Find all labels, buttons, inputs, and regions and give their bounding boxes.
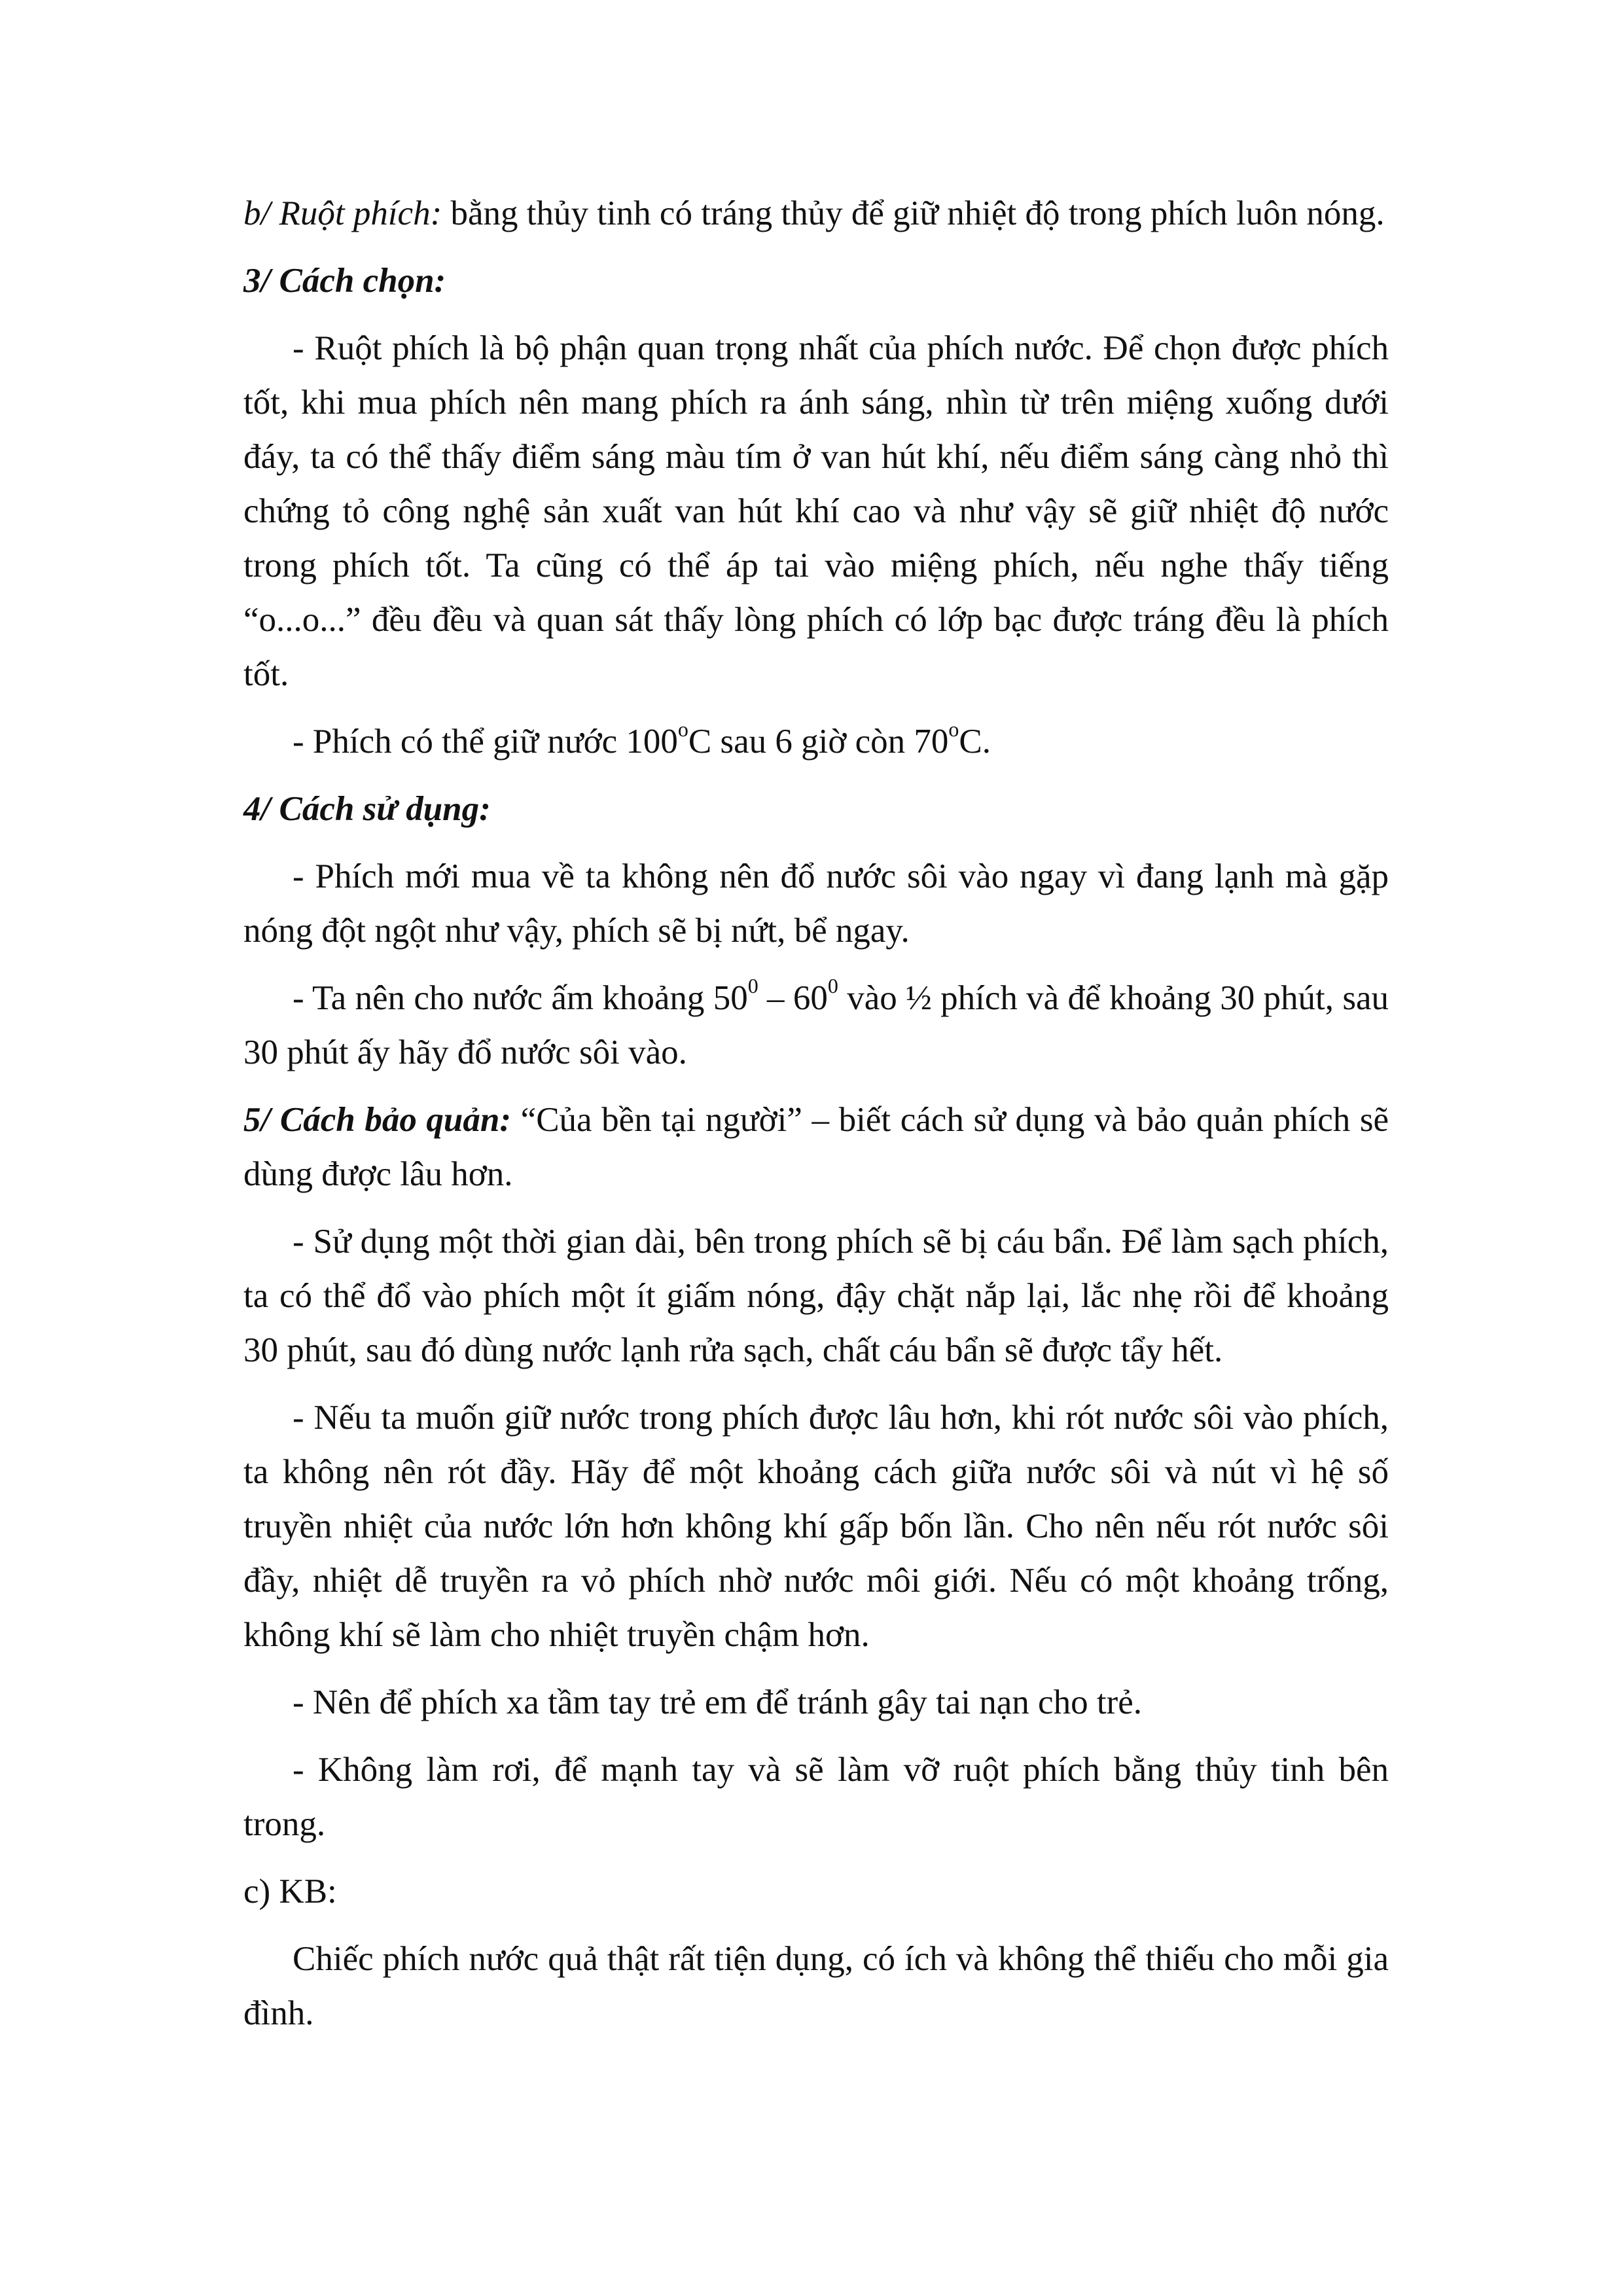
- section-heading-cach-bao-quan: 5/ Cách bảo quản:: [243, 1101, 512, 1139]
- section-heading-ket-bai: c) KB:: [243, 1873, 337, 1910]
- text-segment: – 60: [758, 979, 828, 1017]
- paragraph-bao-quan-4: - Không làm rơi, để mạnh tay và sẽ làm vỡ ruột phích bằng thủy tinh bên trong.: [243, 1751, 1389, 1843]
- paragraph-ruot-phich: [243, 187, 1389, 241]
- text-segment: vào ½ phích và để khoảng 30 phút, sau 30 phút ấy hãy đổ nước sôi vào.: [243, 979, 1389, 1071]
- paragraph-bao-quan-1: - Sử dụng một thời gian dài, bên trong phích sẽ bị cáu bẩn. Để làm sạch phích, ta có thể đổ vào phích một ít giấm nóng, đậy chặt nắp lại, lắc nhẹ rồi để khoảng 30 phút, sau đó dùng nước lạnh rửa sạch, chất cáu bẩn sẽ được tẩy hết.: [243, 1223, 1389, 1369]
- degree-superscript: o: [948, 717, 959, 742]
- paragraph-cach-su-dung-2: [243, 971, 1389, 1080]
- paragraph-text: bằng thủy tinh có tráng thủy để giữ nhiệt độ trong phích luôn nóng.: [442, 194, 1385, 232]
- text-segment: C.: [959, 723, 991, 761]
- text-segment: - Phích có thể giữ nước 100: [293, 723, 678, 761]
- text-segment: - Ta nên cho nước ấm khoảng 50: [293, 979, 748, 1017]
- paragraph-cach-chon-2: [243, 715, 1389, 769]
- paragraph-cach-bao-quan: [243, 1093, 1389, 1202]
- paragraph-text: “Của bền tại người” – biết cách sử dụng và bảo quản phích sẽ dùng được lâu hơn.: [243, 1101, 1389, 1193]
- degree-superscript: 0: [747, 974, 758, 998]
- paragraph-ket-bai: Chiếc phích nước quả thật rất tiện dụng, có ích và không thể thiếu cho mỗi gia đình.: [243, 1940, 1389, 2032]
- section-heading-cach-chon: 3/ Cách chọn:: [243, 262, 446, 300]
- paragraph-bao-quan-2: - Nếu ta muốn giữ nước trong phích được lâu hơn, khi rót nước sôi vào phích, ta không nên rót đầy. Hãy để một khoảng cách giữa nước sôi và nút vì hệ số truyền nhiệt của nước lớn hơn không khí gấp bốn lần. Cho nên nếu rót nước sôi đầy, nhiệt dễ truyền ra vỏ phích nhờ nước môi giới. Nếu có một khoảng trống, không khí sẽ làm cho nhiệt truyền chậm hơn.: [243, 1399, 1389, 1654]
- document-page: [243, 187, 1389, 2054]
- section-heading-cach-su-dung: 4/ Cách sử dụng:: [243, 790, 491, 828]
- degree-superscript: o: [677, 717, 688, 742]
- subheading-ruot-phich: b/ Ruột phích:: [243, 194, 442, 232]
- text-segment: C sau 6 giờ còn 70: [688, 723, 949, 761]
- paragraph-cach-su-dung-1: - Phích mới mua về ta không nên đổ nước sôi vào ngay vì đang lạnh mà gặp nóng đột ngột như vậy, phích sẽ bị nứt, bể ngay.: [243, 857, 1389, 950]
- paragraph-bao-quan-3: - Nên để phích xa tầm tay trẻ em để tránh gây tai nạn cho trẻ.: [293, 1683, 1142, 1721]
- degree-superscript: 0: [827, 974, 838, 998]
- paragraph-cach-chon-1: - Ruột phích là bộ phận quan trọng nhất của phích nước. Để chọn được phích tốt, khi mua phích nên mang phích ra ánh sáng, nhìn từ trên miệng xuống dưới đáy, ta có thể thấy điểm sáng màu tím ở van hút khí, nếu điểm sáng càng nhỏ thì chứng tỏ công nghệ sản xuất van hút khí cao và như vậy sẽ giữ nhiệt độ nước trong phích tốt. Ta cũng có thể áp tai vào miệng phích, nếu nghe thấy tiếng “o...o...” đều đều và quan sát thấy lòng phích có lớp bạc được tráng đều là phích tốt.: [243, 329, 1389, 693]
